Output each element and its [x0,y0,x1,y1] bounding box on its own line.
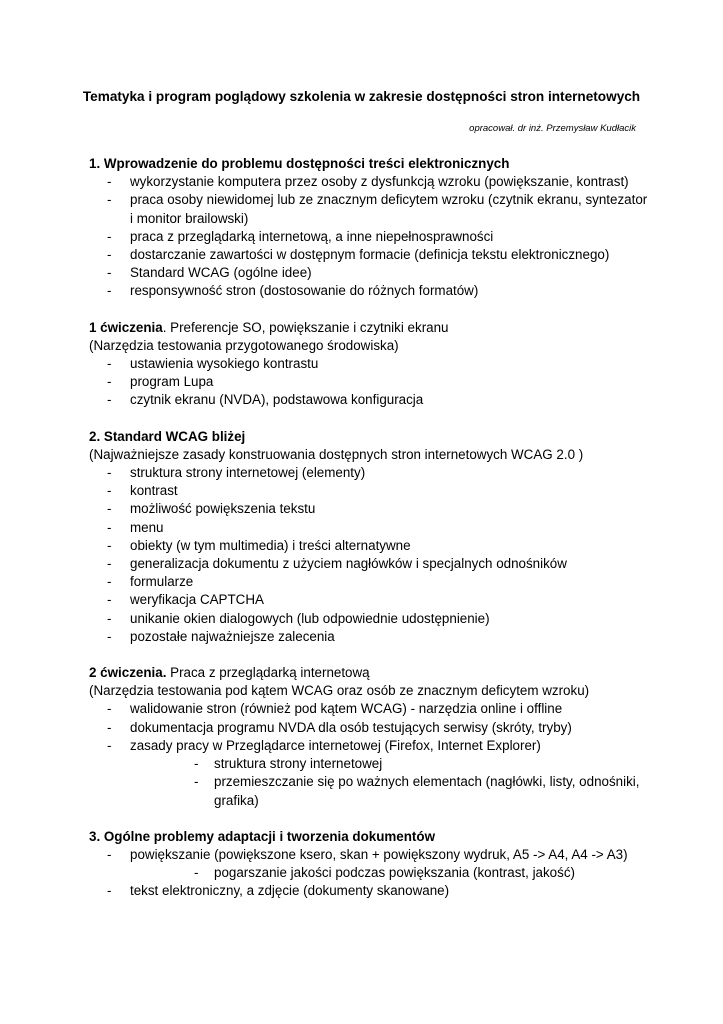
dash-bullet: - [107,374,112,390]
bullet-list [89,173,649,300]
list-item [89,355,649,373]
section-heading-rest: Praca z przeglądarką internetową [166,665,370,681]
list-item-text: struktura strony internetowej [214,756,383,772]
document-author: opracował. dr inż. Przemysław Kudłacik [469,123,636,134]
section-exercise-2 [89,664,649,810]
list-item [89,519,649,537]
section-heading: 2 ćwiczenia. [89,665,167,681]
list-item [89,628,649,646]
section-heading: 2. Standard WCAG bliżej [89,428,246,444]
dash-bullet: - [107,737,112,753]
list-item-text: powiększanie (powiększone ksero, skan + powiększony wydruk, A5 -> A4, A4 -> A3) [130,846,628,862]
list-item [89,282,649,300]
dash-bullet: - [107,574,112,590]
list-item-text: dokumentacja programu NVDA dla osób testujących serwisy (skróty, tryby) [130,719,572,735]
list-item [89,500,649,518]
dash-bullet: - [107,537,112,553]
dash-bullet: - [107,265,112,281]
dash-bullet: - [107,283,112,299]
section-document-adaptation [89,828,649,901]
section-heading: 1. Wprowadzenie do problemu dostępności treści elektronicznych [89,156,510,171]
dash-bullet: - [107,465,112,481]
list-item-text: czytnik ekranu (NVDA), podstawowa konfiguracja [130,392,424,408]
list-item-text: struktura strony internetowej (elementy) [130,465,366,481]
list-item [89,719,649,737]
list-item-text: generalizacja dokumentu z użyciem nagłówków i specjalnych odnośników [130,556,567,572]
section-note: (Najważniejsze zasady konstruowania dostępnych stron internetowych WCAG 2.0 ) [89,446,584,462]
section-heading-rest: . Preferencje SO, powiększanie i czytniki ekranu [162,319,449,335]
list-item-text: weryfikacja CAPTCHA [130,592,264,608]
nested-list-item [130,864,649,882]
list-item-text: przemieszczanie się po ważnych elementach (nagłówki, listy, odnośniki, grafika) [214,774,640,808]
bullet-list [89,846,649,901]
list-item [89,191,649,227]
list-item [89,700,649,718]
dash-bullet: - [107,174,112,190]
bullet-list [89,700,649,809]
list-item [89,555,649,573]
section-heading-line [89,319,649,337]
list-item [89,228,649,246]
dash-bullet: - [107,247,112,263]
list-item [89,246,649,264]
list-item [89,591,649,609]
dash-bullet: - [107,701,112,717]
list-item-text: wykorzystanie komputera przez osoby z dysfunkcją wzroku (powiększanie, kontrast) [130,174,629,190]
list-item-text: pogarszanie jakości podczas powiększania (kontrast, jakość) [214,865,575,881]
section-heading-line [89,664,649,682]
dash-bullet: - [107,192,112,208]
list-item [89,391,649,409]
bullet-list [89,464,649,646]
list-item-text: dostarczanie zawartości w dostępnym formacie (definicja tekstu elektronicznego) [130,247,610,263]
list-item [89,610,649,628]
dash-bullet: - [107,719,112,735]
section-note: (Narzędzia testowania pod kątem WCAG oraz osób ze znacznym deficytem wzroku) [89,683,590,699]
dash-bullet: - [107,628,112,644]
dash-bullet: - [194,756,199,772]
section-introduction [89,155,649,301]
list-item-text: unikanie okien dialogowych (lub odpowiednie udostępnienie) [130,610,490,626]
section-heading: 1 ćwiczenia [89,319,163,335]
list-item-text: Standard WCAG (ogólne idee) [130,265,312,281]
dash-bullet: - [107,356,112,372]
document-title: Tematyka i program poglądowy szkolenia w zakresie dostępności stron internetowych [82,89,641,104]
list-item [89,537,649,555]
list-item [89,264,649,282]
list-item-text: program Lupa [130,374,214,390]
section-wcag [89,428,649,646]
list-item-text: formularze [130,574,194,590]
list-item-text: obiekty (w tym multimedia) i treści alternatywne [130,537,411,553]
list-item [89,573,649,591]
list-item-text: tekst elektroniczny, a zdjęcie (dokumenty skanowane) [130,883,450,899]
section-heading: 3. Ogólne problemy adaptacji i tworzenia dokumentów [89,828,435,844]
dash-bullet: - [107,610,112,626]
list-item [89,173,649,191]
dash-bullet: - [107,501,112,517]
dash-bullet: - [107,483,112,499]
section-exercise-1 [89,319,649,410]
nested-bullet-list [130,755,649,810]
dash-bullet: - [107,592,112,608]
list-item [89,464,649,482]
list-item-text: responsywność stron (dostosowanie do różnych formatów) [130,283,479,299]
dash-bullet: - [194,865,199,881]
list-item [89,373,649,391]
dash-bullet: - [107,228,112,244]
list-item-text: menu [130,519,164,535]
dash-bullet: - [107,556,112,572]
nested-bullet-list [130,864,649,882]
list-item-text: walidowanie stron (również pod kątem WCAG) - narzędzia online i offline [130,701,563,717]
list-item [89,482,649,500]
document-body [89,155,649,919]
list-item [89,882,649,900]
list-item-text: możliwość powiększenia tekstu [130,501,316,517]
list-item-text: kontrast [130,483,178,499]
list-item-text: ustawienia wysokiego kontrastu [130,356,319,372]
list-item-text: pozostałe najważniejsze zalecenia [130,628,335,644]
dash-bullet: - [194,774,199,790]
bullet-list [89,355,649,410]
list-item-text: praca osoby niewidomej lub ze znacznym deficytem wzroku (czytnik ekranu, syntezator i monitor brailowski) [130,192,648,226]
nested-list-item [130,755,649,773]
list-item [89,737,649,810]
dash-bullet: - [107,883,112,899]
list-item [89,846,649,882]
list-item-text: zasady pracy w Przeglądarce internetowej (Firefox, Internet Explorer) [130,737,541,753]
dash-bullet: - [107,392,112,408]
section-note: (Narzędzia testowania przygotowanego środowiska) [89,337,399,353]
dash-bullet: - [107,846,112,862]
nested-list-item [130,773,649,809]
dash-bullet: - [107,519,112,535]
list-item-text: praca z przeglądarką internetową, a inne niepełnosprawności [130,228,494,244]
